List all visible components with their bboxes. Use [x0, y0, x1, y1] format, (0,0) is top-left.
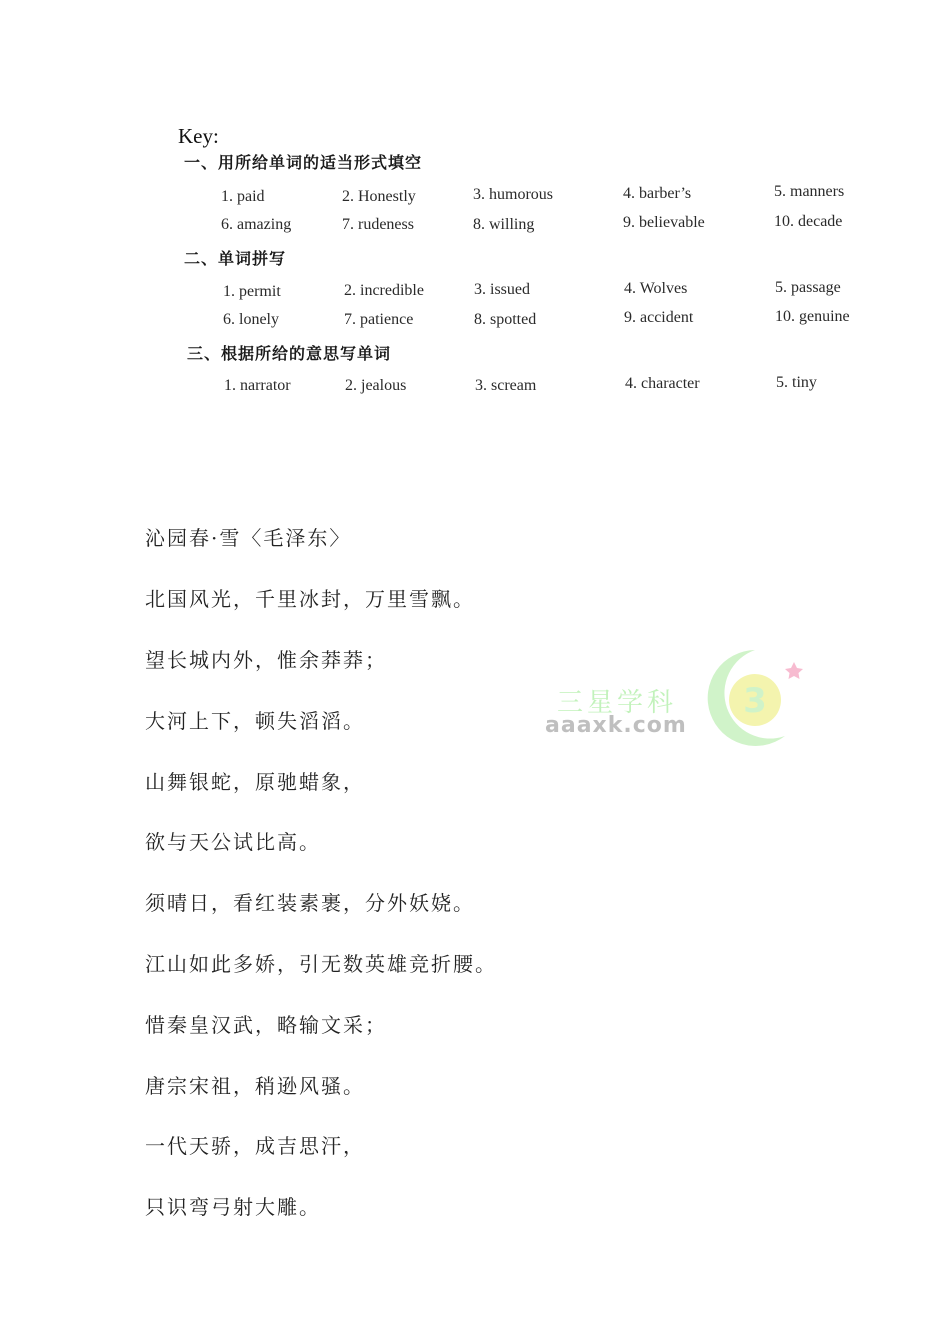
answer-row	[221, 374, 871, 401]
answer-item: 1. permit	[223, 283, 281, 300]
answer-item: 6. amazing	[221, 216, 292, 233]
watermark-logo-digit: 3	[743, 681, 767, 721]
watermark-url-text: aaaxk.com	[545, 713, 687, 738]
poem-line: 一代天骄，成吉思汗，	[145, 1134, 365, 1158]
section-title-3: 三、根据所给的意思写单词	[187, 344, 392, 363]
answer-item: 3. issued	[474, 281, 530, 298]
answer-item: 5. tiny	[776, 374, 817, 391]
answer-item: 5. passage	[775, 279, 841, 296]
answer-item: 10. genuine	[775, 308, 850, 325]
answer-item: 3. humorous	[473, 186, 553, 203]
answer-item: 9. believable	[623, 214, 705, 231]
answer-item: 10. decade	[774, 213, 843, 230]
answer-item: 8. willing	[473, 216, 535, 233]
answer-item: 3. scream	[475, 377, 537, 394]
poem-line: 江山如此多娇，引无数英雄竞折腰。	[145, 952, 497, 976]
answer-item: 2. jealous	[345, 377, 407, 394]
poem-line: 只识弯弓射大雕。	[145, 1195, 321, 1219]
poem-line: 欲与天公试比高。	[145, 830, 321, 854]
answer-row	[221, 183, 871, 212]
answer-item: 7. rudeness	[342, 216, 414, 233]
poem-line: 望长城内外，惟余莽莽；	[145, 648, 387, 672]
poem-line: 唐宗宋祖，稍逊风骚。	[145, 1074, 365, 1098]
key-label: Key:	[178, 124, 219, 148]
answer-item: 8. spotted	[474, 311, 537, 328]
watermark-logo-icon	[693, 644, 805, 752]
answer-item: 9. accident	[624, 309, 694, 326]
section-title-1: 一、用所给单词的适当形式填空	[184, 153, 423, 172]
watermark-cn-text: 三星学科	[557, 688, 678, 718]
watermark	[545, 640, 815, 755]
answer-row	[221, 308, 871, 335]
answer-item: 2. Honestly	[342, 188, 416, 205]
answer-item: 5. manners	[774, 183, 845, 200]
answer-row	[221, 279, 871, 307]
star-icon	[785, 662, 803, 679]
poem-line: 大河上下，顿失滔滔。	[145, 709, 365, 733]
section-title-2: 二、单词拼写	[184, 249, 287, 268]
answer-item: 4. Wolves	[624, 280, 688, 297]
answer-item: 7. patience	[344, 311, 414, 328]
poem-line: 须晴日，看红装素裹，分外妖娆。	[145, 891, 475, 915]
answer-item: 4. character	[625, 375, 700, 392]
answer-item: 4. barber’s	[623, 185, 692, 202]
poem-title: 沁园春·雪〈毛泽东〉	[145, 526, 352, 550]
answer-item: 1. paid	[221, 188, 265, 205]
answer-item: 2. incredible	[344, 282, 424, 299]
answer-row	[221, 213, 871, 240]
poem-line: 山舞银蛇，原驰蜡象，	[145, 770, 365, 794]
poem-line: 惜秦皇汉武，略输文采；	[145, 1013, 387, 1037]
poem-line: 北国风光，千里冰封，万里雪飘。	[145, 587, 475, 611]
answer-item: 6. lonely	[223, 311, 279, 328]
answer-item: 1. narrator	[224, 377, 291, 394]
